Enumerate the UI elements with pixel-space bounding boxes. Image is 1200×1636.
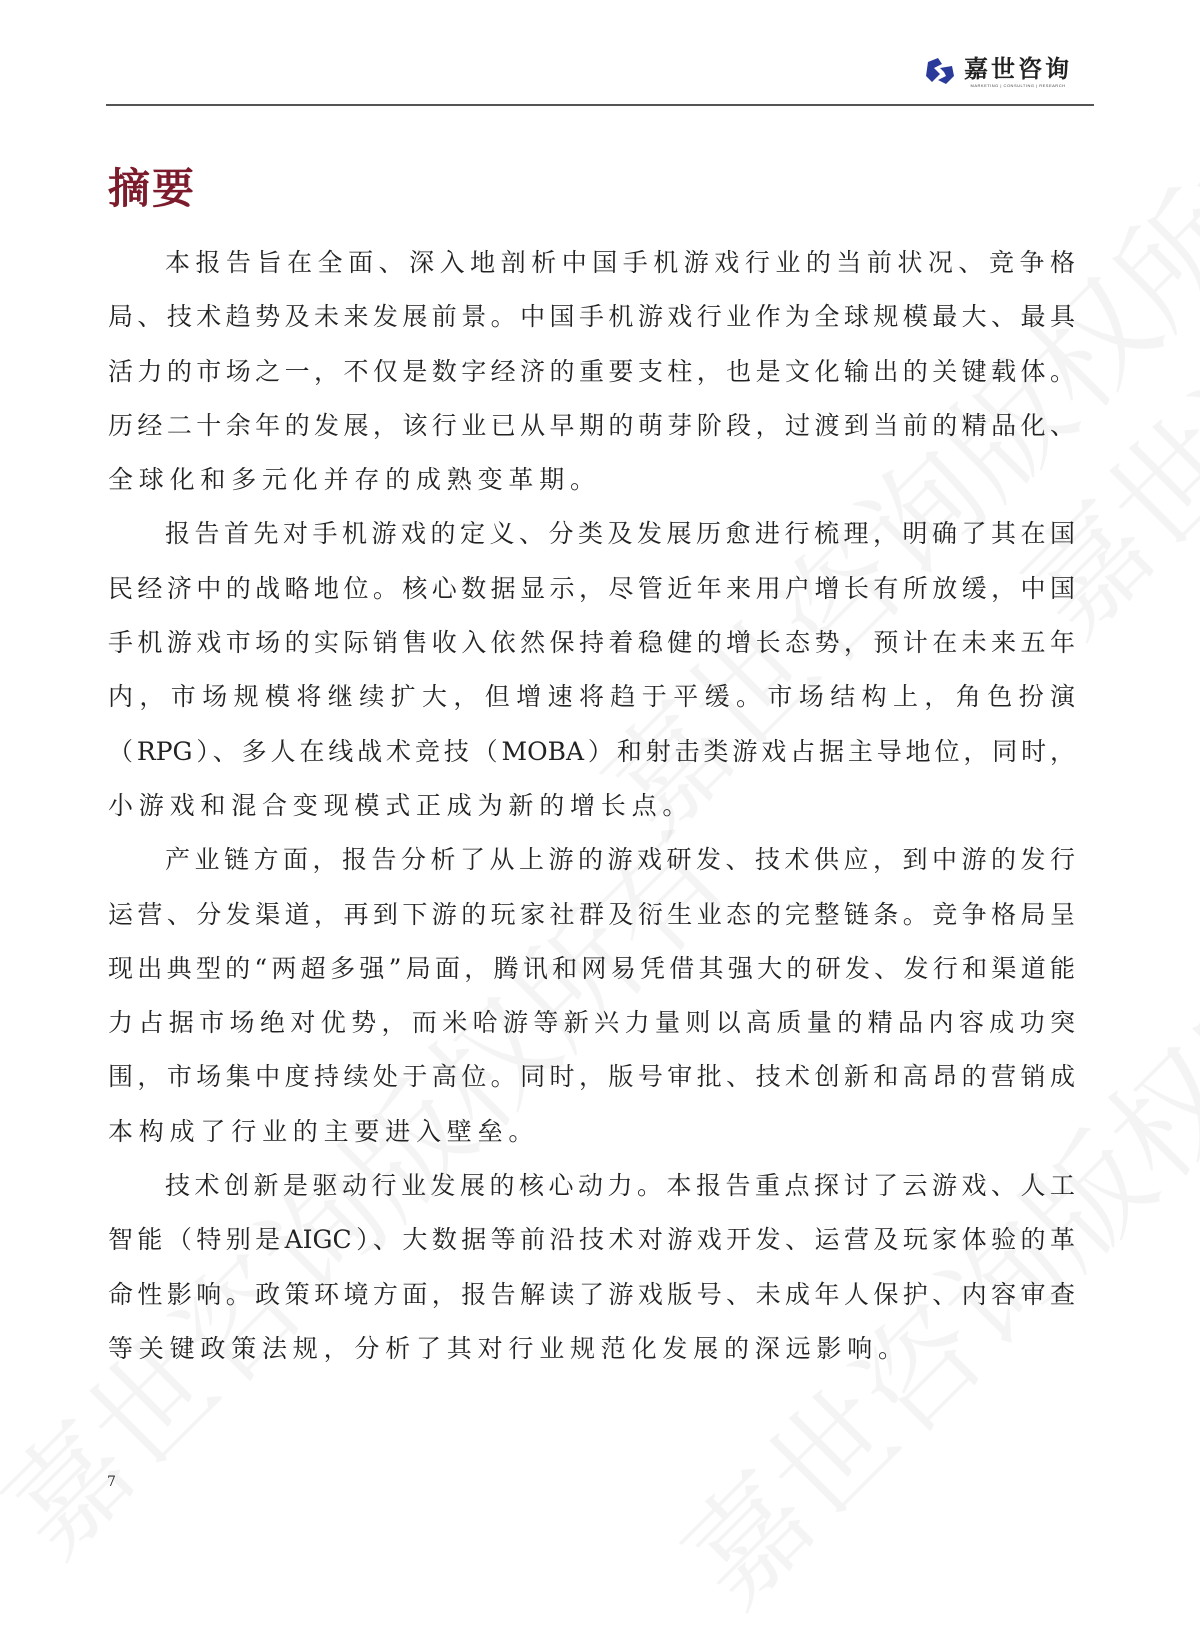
paragraph <box>108 236 1075 507</box>
text-line: 运营、分发渠道，再到下游的玩家社群及衍生业态的完整链条。竞争格局呈 <box>108 899 1075 929</box>
logo-mark-icon <box>922 54 956 88</box>
paragraph <box>108 507 1075 833</box>
text-line: 本报告旨在全面、深入地剖析中国手机游戏行业的当前状况、竞争格 <box>165 248 1075 277</box>
text-line: 历经二十余年的发展，该行业已从早期的萌芽阶段，过渡到当前的精品化、 <box>108 410 1075 440</box>
text-line: 小游戏和混合变现模式正成为新的增长点。 <box>108 790 694 820</box>
text-line: 命性影响。政策环境方面，报告解读了游戏版号、未成年人保护、内容审查 <box>108 1279 1075 1309</box>
logo-tagline: MARKETING | CONSULTING | RESEARCH <box>970 82 1066 88</box>
logo-name: 嘉世咨询 <box>964 54 1072 83</box>
text-line: 等关键政策法规，分析了其对行业规范化发展的深远影响。 <box>108 1333 909 1363</box>
header-divider <box>106 104 1094 106</box>
text-line: 本构成了行业的主要进入壁垒。 <box>108 1116 540 1146</box>
text-line: （RPG）、多人在线战术竞技（MOBA）和射击类游戏占据主导地位，同时， <box>108 736 1075 766</box>
paragraph <box>108 833 1075 1159</box>
text-line: 技术创新是驱动行业发展的核心动力。本报告重点探讨了云游戏、人工 <box>165 1171 1075 1201</box>
text-line: 力占据市场绝对优势，而米哈游等新兴力量则以高质量的精品内容成功突 <box>108 1008 1075 1038</box>
abstract-body <box>108 236 1075 1376</box>
text-line: 民经济中的战略地位。核心数据显示，尽管近年来用户增长有所放缓，中国 <box>108 573 1075 603</box>
text-line: 活力的市场之一，不仅是数字经济的重要支柱，也是文化输出的关键载体。 <box>108 356 1075 386</box>
paragraph <box>108 1159 1075 1376</box>
text-line: 内，市场规模将继续扩大，但增速将趋于平缓。市场结构上，角色扮演 <box>108 682 1075 712</box>
page-number: 7 <box>107 1474 116 1490</box>
company-logo <box>922 54 1072 88</box>
text-line: 局、技术趋势及未来发展前景。中国手机游戏行业作为全球规模最大、最具 <box>108 302 1075 332</box>
text-line: 全球化和多元化并存的成熟变革期。 <box>108 465 601 495</box>
text-line: 报告首先对手机游戏的定义、分类及发展历愈进行梳理，明确了其在国 <box>165 519 1075 549</box>
text-line: 现出典型的“两超多强”局面，腾讯和网易凭借其强大的研发、发行和渠道能 <box>108 953 1075 983</box>
text-line: 智能（特别是AIGC）、大数据等前沿技术对游戏开发、运营及玩家体验的革 <box>108 1225 1075 1255</box>
text-line: 围，市场集中度持续处于高位。同时，版号审批、技术创新和高昂的营销成 <box>108 1062 1075 1092</box>
text-line: 产业链方面，报告分析了从上游的游戏研发、技术供应，到中游的发行 <box>165 845 1075 875</box>
page-title: 摘要 <box>108 164 197 213</box>
text-line: 手机游戏市场的实际销售收入依然保持着稳健的增长态势，预计在未来五年 <box>108 628 1075 658</box>
